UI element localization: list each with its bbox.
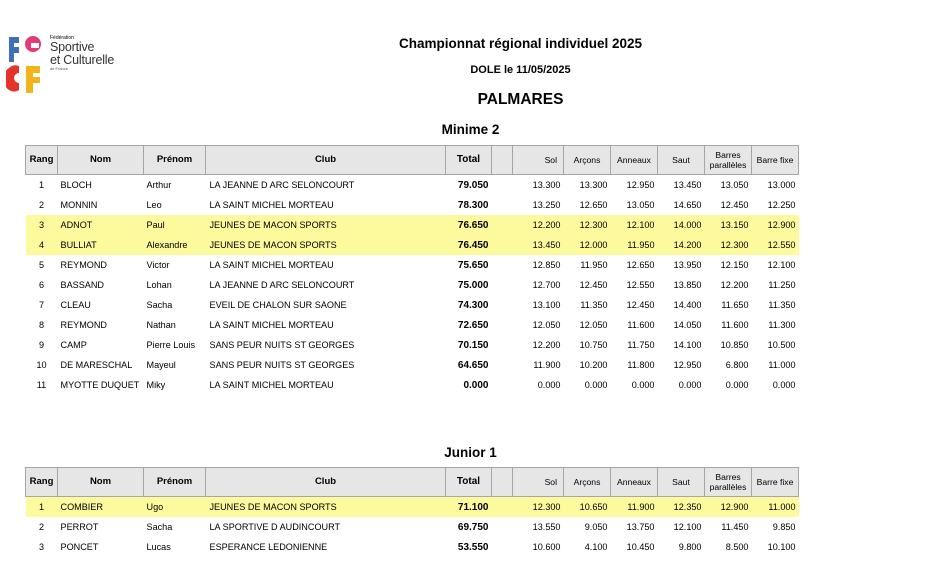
cell-blank: [492, 335, 513, 355]
col-header-sol: Sol: [513, 146, 564, 175]
cell-nom: PONCET: [60, 542, 99, 552]
cell-arcons: 12.650: [579, 200, 608, 210]
cell-prenom: Sacha: [146, 300, 173, 310]
cell-prenom: Arthur: [146, 180, 172, 190]
logo-line-1: Fédération: [50, 35, 74, 41]
cell-blank: [492, 195, 513, 215]
cell-barres-paralleles: 13.150: [705, 215, 752, 235]
logo-line-2: Sportive: [50, 40, 95, 54]
cell-blank: [492, 355, 513, 375]
cell-saut: 14.200: [658, 235, 705, 255]
cell-rang: 7: [38, 300, 45, 310]
cell-total: 78.300: [457, 199, 489, 211]
table-row: [26, 175, 799, 196]
cell-arcons: 13.300: [579, 180, 608, 190]
cell-prenom: Nathan: [146, 320, 176, 330]
cell-club: LA SAINT MICHEL MORTEAU: [209, 200, 334, 210]
cell-anneaux: 11.800: [627, 360, 655, 370]
cell-nom: REYMOND: [60, 260, 107, 270]
cell-total: 75.650: [457, 259, 489, 271]
cell-blank: [492, 255, 513, 275]
cell-saut: 14.050: [673, 320, 702, 330]
cell-nom: BLOCH: [60, 180, 92, 190]
location-date: DOLE le 11/05/2025: [470, 64, 571, 76]
cell-club: LA JEANNE D ARC SELONCOURT: [209, 180, 355, 190]
cell-club: JEUNES DE MACON SPORTS: [206, 215, 446, 235]
cell-rang: 1: [26, 497, 58, 518]
cell-prenom: Lucas: [146, 542, 171, 552]
cell-club: ESPERANCE LEDONIENNE: [209, 542, 328, 552]
cell-club: LA SPORTIVE D AUDINCOURT: [209, 522, 341, 532]
cell-rang: 5: [38, 260, 45, 270]
cell-blank: [492, 275, 513, 295]
cell-anneaux: 10.450: [626, 542, 655, 552]
cell-prenom: Victor: [146, 260, 170, 270]
cell-total: 69.750: [457, 521, 489, 533]
cell-blank: [492, 295, 513, 315]
cell-total: 76.450: [446, 235, 492, 255]
cell-barre-fixe: 13.000: [767, 180, 796, 190]
cell-prenom: Ugo: [144, 497, 206, 518]
cell-barre-fixe: 11.250: [768, 280, 796, 290]
cell-blank: [492, 315, 513, 335]
cell-total: 0.000: [463, 379, 489, 391]
col-header-blank: [492, 468, 513, 497]
cell-rang: 9: [38, 340, 45, 350]
cell-blank: [492, 537, 513, 557]
cell-prenom: Mayeul: [146, 360, 176, 370]
col-header-prenom: Prénom: [144, 468, 206, 497]
cell-total: 76.650: [446, 215, 492, 235]
cell-rang: 4: [26, 235, 58, 255]
cell-saut: 12.950: [673, 360, 702, 370]
cell-saut: 14.650: [673, 200, 702, 210]
cell-total: 64.650: [457, 359, 489, 371]
cell-barre-fixe: 12.900: [752, 215, 799, 235]
table-header-row: [26, 468, 799, 497]
cell-sol: 10.600: [532, 542, 561, 552]
table-row: [26, 315, 799, 335]
table-row: [26, 215, 799, 235]
cell-saut: 13.450: [673, 180, 702, 190]
cell-barres-paralleles: 10.850: [720, 340, 749, 350]
cell-nom: COMBIER: [58, 497, 144, 518]
table-body-junior-1: [26, 497, 799, 558]
cell-blank: [492, 235, 513, 255]
col-header-nom: Nom: [58, 146, 144, 175]
col-header-club: Club: [206, 146, 446, 175]
col-header-rang: Rang: [26, 146, 58, 175]
table-row: [26, 375, 799, 395]
document-title: Championnat régional individuel 2025: [398, 36, 643, 51]
cell-barre-fixe: 10.100: [767, 542, 796, 552]
col-header-saut: Saut: [658, 468, 705, 497]
cell-barres-paralleles: 12.150: [720, 260, 749, 270]
cell-anneaux: 13.050: [626, 200, 655, 210]
col-header-blank: [492, 146, 513, 175]
cell-anneaux: 12.650: [626, 260, 655, 270]
cell-arcons: 4.100: [584, 542, 608, 552]
cell-arcons: 12.000: [564, 235, 611, 255]
cell-sol: 13.250: [532, 200, 561, 210]
cell-barre-fixe: 12.250: [767, 200, 796, 210]
cell-rang: 2: [38, 522, 45, 532]
cell-barre-fixe: 12.100: [767, 260, 796, 270]
cell-sol: 12.200: [532, 340, 561, 350]
cell-saut: 12.100: [673, 522, 702, 532]
table-row: [26, 355, 799, 375]
cell-nom: BULLIAT: [58, 235, 144, 255]
cell-barres-paralleles: 11.600: [721, 320, 749, 330]
table-row: [26, 517, 799, 537]
cell-nom: REYMOND: [60, 320, 107, 330]
col-header-barres-paralleles: Barres parallèles: [705, 468, 752, 497]
cell-total: 74.300: [457, 299, 489, 311]
col-header-total: Total: [446, 468, 492, 497]
cell-arcons: 11.950: [580, 260, 608, 270]
section-title-minime-2: Minime 2: [441, 122, 500, 137]
cell-blank: [492, 517, 513, 537]
cell-barre-fixe: 11.000: [768, 360, 796, 370]
table-row: [26, 255, 799, 275]
cell-arcons: 9.050: [584, 522, 608, 532]
cell-sol: 13.100: [532, 300, 561, 310]
col-header-saut: Saut: [658, 146, 705, 175]
table-row: [26, 497, 799, 518]
col-header-sol: Sol: [513, 468, 564, 497]
cell-total: 53.550: [457, 541, 489, 553]
cell-rang: 11: [36, 380, 47, 390]
cell-barre-fixe: 11.300: [768, 320, 796, 330]
cell-arcons: 12.300: [564, 215, 611, 235]
col-header-barre-fixe: Barre fixe: [752, 146, 799, 175]
cell-arcons: 12.050: [579, 320, 608, 330]
cell-sol: 12.050: [532, 320, 561, 330]
cell-club: LA JEANNE D ARC SELONCOURT: [209, 280, 355, 290]
cell-prenom: Lohan: [146, 280, 172, 290]
cell-club: SANS PEUR NUITS ST GEORGES: [209, 360, 355, 370]
cell-anneaux: 13.750: [626, 522, 655, 532]
cell-sol: 12.200: [513, 215, 564, 235]
cell-blank: [492, 497, 513, 518]
col-header-arcons: Arçons: [564, 146, 611, 175]
cell-arcons: 10.200: [579, 360, 608, 370]
cell-arcons: 10.750: [579, 340, 608, 350]
cell-barre-fixe: 10.500: [767, 340, 796, 350]
results-table-minime-2: [25, 145, 799, 395]
cell-barres-paralleles: 0.000: [725, 380, 749, 390]
cell-total: 70.150: [457, 339, 489, 351]
cell-prenom: Pierre Louis: [146, 340, 196, 350]
cell-saut: 13.950: [673, 260, 702, 270]
cell-club: LA SAINT MICHEL MORTEAU: [209, 320, 334, 330]
cell-barres-paralleles: 12.200: [720, 280, 749, 290]
cell-total: 75.000: [457, 279, 489, 291]
cell-club: JEUNES DE MACON SPORTS: [206, 235, 446, 255]
cell-saut: 14.100: [673, 340, 702, 350]
cell-rang: 3: [26, 215, 58, 235]
cell-blank: [492, 215, 513, 235]
cell-barre-fixe: 11.350: [768, 300, 796, 310]
col-header-arcons: Arçons: [564, 468, 611, 497]
cell-barres-paralleles: 11.650: [721, 300, 749, 310]
cell-prenom: Leo: [146, 200, 162, 210]
cell-barre-fixe: 0.000: [772, 380, 796, 390]
cell-total: 71.100: [446, 497, 492, 518]
cell-rang: 8: [38, 320, 45, 330]
cell-saut: 14.400: [673, 300, 702, 310]
cell-barre-fixe: 11.000: [752, 497, 799, 518]
cell-prenom: Alexandre: [144, 235, 206, 255]
cell-arcons: 0.000: [584, 380, 608, 390]
cell-arcons: 10.650: [564, 497, 611, 518]
cell-anneaux: 12.950: [626, 180, 655, 190]
col-header-nom: Nom: [58, 468, 144, 497]
cell-sol: 13.450: [513, 235, 564, 255]
cell-anneaux: 12.550: [626, 280, 655, 290]
table-row: [26, 335, 799, 355]
cell-barres-paralleles: 6.800: [725, 360, 749, 370]
cell-rang: 6: [38, 280, 45, 290]
cell-saut: 13.850: [673, 280, 702, 290]
col-header-club: Club: [206, 468, 446, 497]
cell-arcons: 12.450: [579, 280, 608, 290]
page-subtitle: PALMARES: [477, 91, 564, 108]
cell-nom: MONNIN: [60, 200, 98, 210]
cell-barres-paralleles: 11.450: [721, 522, 749, 532]
cell-saut: 9.800: [678, 542, 702, 552]
results-table-junior-1: [25, 467, 799, 557]
cell-anneaux: 0.000: [631, 380, 655, 390]
table-row: [26, 275, 799, 295]
cell-blank: [492, 375, 513, 395]
cell-prenom: Miky: [146, 380, 166, 390]
cell-saut: 14.000: [658, 215, 705, 235]
cell-club: LA SAINT MICHEL MORTEAU: [209, 260, 334, 270]
col-header-barres-paralleles: Barres parallèles: [705, 146, 752, 175]
table-row: [26, 295, 799, 315]
cell-anneaux: 12.100: [611, 215, 658, 235]
cell-blank: [492, 175, 513, 196]
cell-barre-fixe: 9.850: [772, 522, 796, 532]
cell-sol: 11.900: [533, 360, 561, 370]
cell-barres-paralleles: 12.450: [720, 200, 749, 210]
cell-rang: 3: [38, 542, 45, 552]
col-header-total: Total: [446, 146, 492, 175]
cell-rang: 1: [38, 180, 45, 190]
cell-prenom: Sacha: [146, 522, 173, 532]
cell-sol: 12.850: [532, 260, 561, 270]
cell-club: JEUNES DE MACON SPORTS: [206, 497, 446, 518]
cell-arcons: 11.350: [580, 300, 608, 310]
cell-barres-paralleles: 13.050: [720, 180, 749, 190]
cell-anneaux: 11.750: [627, 340, 655, 350]
table-row: [26, 537, 799, 557]
cell-barre-fixe: 12.550: [752, 235, 799, 255]
cell-sol: 12.700: [532, 280, 561, 290]
col-header-anneaux: Anneaux: [611, 468, 658, 497]
cell-club: EVEIL DE CHALON SUR SAONE: [209, 300, 347, 310]
table-body-minime-2: [26, 175, 799, 396]
cell-nom: MYOTTE DUQUET: [60, 380, 140, 390]
section-title-junior-1: Junior 1: [444, 445, 497, 460]
cell-barres-paralleles: 12.900: [705, 497, 752, 518]
cell-saut: 12.350: [658, 497, 705, 518]
cell-sol: 12.300: [513, 497, 564, 518]
cell-nom: DE MARESCHAL: [60, 360, 133, 370]
logo-line-4: de France: [50, 66, 69, 71]
cell-nom: CLEAU: [60, 300, 91, 310]
cell-anneaux: 11.900: [611, 497, 658, 518]
cell-club: SANS PEUR NUITS ST GEORGES: [209, 340, 355, 350]
logo-line-3: et Culturelle: [50, 53, 115, 67]
col-header-anneaux: Anneaux: [611, 146, 658, 175]
cell-saut: 0.000: [678, 380, 702, 390]
cell-anneaux: 11.600: [627, 320, 655, 330]
table-row: [26, 235, 799, 255]
cell-nom: ADNOT: [58, 215, 144, 235]
cell-sol: 13.300: [532, 180, 561, 190]
cell-nom: CAMP: [60, 340, 87, 350]
cell-rang: 2: [38, 200, 45, 210]
cell-sol: 13.550: [532, 522, 561, 532]
cell-total: 79.050: [457, 179, 489, 191]
cell-sol: 0.000: [537, 380, 561, 390]
cell-anneaux: 12.450: [626, 300, 655, 310]
col-header-prenom: Prénom: [144, 146, 206, 175]
cell-nom: BASSAND: [60, 280, 104, 290]
cell-anneaux: 11.950: [611, 235, 658, 255]
col-header-barre-fixe: Barre fixe: [752, 468, 799, 497]
cell-barres-paralleles: 12.300: [705, 235, 752, 255]
cell-total: 72.650: [457, 319, 489, 331]
cell-rang: 10: [36, 360, 47, 370]
cell-prenom: Paul: [144, 215, 206, 235]
cell-club: LA SAINT MICHEL MORTEAU: [209, 380, 334, 390]
col-header-rang: Rang: [26, 468, 58, 497]
table-row: [26, 195, 799, 215]
cell-barres-paralleles: 8.500: [725, 542, 749, 552]
table-header-row: [26, 146, 799, 175]
cell-nom: PERROT: [60, 522, 99, 532]
